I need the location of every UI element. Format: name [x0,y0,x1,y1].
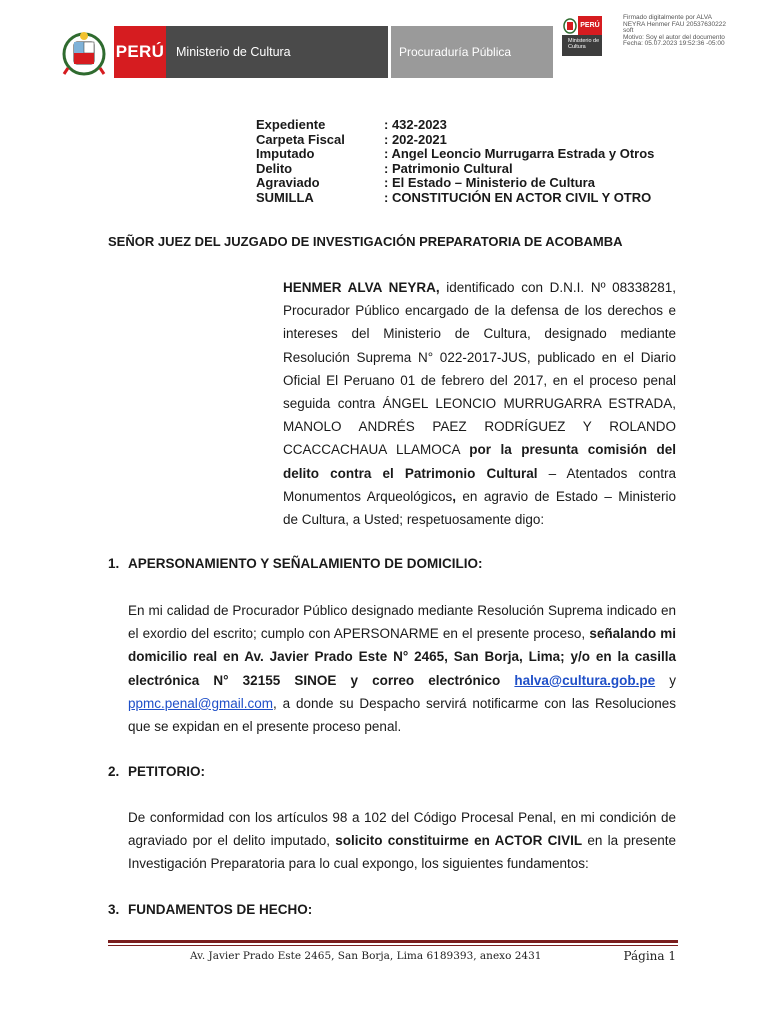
para-text: en la presente Investigación Preparatoria para lo cual expongo, los siguientes fundamentos: [128,833,677,872]
stamp-ministry: Ministerio de Cultura [562,35,602,56]
section-number: 1. [108,556,120,571]
case-value: : El Estado – Ministerio de Cultura [384,175,595,191]
digital-signature-text [623,15,763,48]
case-label: Carpeta Fiscal [256,131,345,147]
petitioner-name: HENMER ALVA NEYRA, [283,280,440,295]
intro-text: identificado con D.N.I. Nº 08338281, Procurador Público encargado de la defensa de los derechos e intereses del Ministerio de Cultura, designado mediante Resolución Suprema N° 022-2017-JUS, publicado en el Diario Oficial El Peruano 01 de febrero del 2017, en el proceso penal seguida contra ÁNGEL LEONCIO MURRUGARRA ESTRADA, MANOLO ANDRÉS PAEZ RODRÍGUEZ Y ROLANDO CCACCACHAUA LLAMOCA [283,280,676,458]
page-number: Página 1 [623,949,676,963]
signature-line: Fecha: 05.07.2023 19:52:36 -05:00 [623,40,725,48]
signature-stamp-logo [562,16,602,56]
para-text: En mi calidad de Procurador Público designado mediante Resolución Suprema indicado en el exordio del escrito; cumplo con APERSONARME en el presente proceso, [128,603,676,642]
email-link-gmail[interactable]: ppmc.penal@gmail.com [128,695,274,711]
intro-text: – Atentados contra Monumentos Arqueológicos [283,465,676,504]
case-row [256,118,654,133]
case-label: Imputado [256,146,315,162]
header-logo-bar [60,26,553,78]
section-number: 2. [108,764,120,779]
section-number: 3. [108,902,120,917]
case-row [256,147,654,162]
stamp-crest-icon [562,16,578,35]
intro-bold-text: , [452,488,457,504]
case-row [256,162,654,177]
signature-line: Firmado digitalmente por ALVA [623,14,712,21]
case-row [256,133,654,148]
peru-brand: PERÚ [114,26,166,78]
section-title: PETITORIO: [128,764,206,779]
case-value: : Patrimonio Cultural [384,160,513,176]
para-bold-text: señalando mi domicilio real en Av. Javier Prado Este N° 2465, San Borja, Lima; y/o en la casilla electrónica N° 32155 SINOE y correo electrónico [128,626,676,688]
email-link-cultura[interactable]: halva@cultura.gob.pe [514,672,656,688]
section-title: APERSONAMIENTO Y SEÑALAMIENTO DE DOMICILIO: [128,556,483,571]
intro-text: en agravio de Estado – Ministerio de Cultura, a Usted; respetuosamente digo: [283,488,676,528]
paragraph-apersonamiento [128,599,676,738]
case-info-block [256,118,654,206]
intro-bold-text: por la presunta comisión del delito contra el Patrimonio Cultural [283,442,676,481]
signature-line: Motivo: Soy el autor del documento [623,33,725,41]
case-value: : 432-2023 [384,117,447,132]
section-title: FUNDAMENTOS DE HECHO: [128,902,313,917]
paragraph-petitorio [128,806,676,876]
para-text: , a donde su Despacho servirá notificarme con las Resoluciones que se expidan en el presente proceso penal. [128,695,676,735]
para-text: y [655,672,676,688]
case-label: Delito [256,160,293,176]
case-label: Agraviado [256,175,320,191]
stamp-peru: PERÚ [578,16,602,35]
case-label: Expediente [256,117,326,132]
case-value: : Angel Leoncio Murrugarra Estrada y Otros [384,146,655,162]
case-label: SUMILLA [256,189,314,205]
case-row [256,191,654,206]
case-value: : CONSTITUCIÓN EN ACTOR CIVIL Y OTRO [384,189,652,205]
footer-rule [108,940,678,943]
coat-of-arms-icon [60,26,108,78]
document-title: SEÑOR JUEZ DEL JUZGADO DE INVESTIGACIÓN PREPARATORIA DE ACOBAMBA [108,234,623,249]
signature-line: soft [623,27,634,35]
case-value: : 202-2021 [384,131,447,147]
para-text: De conformidad con los artículos 98 a 102 del Código Procesal Penal, en mi condición de agraviado por el delito imputado, [128,810,676,849]
signature-line: NEYRA Henmer FAU 20537630222 [623,20,726,28]
case-row [256,176,654,191]
section-heading-3 [108,902,312,917]
section-heading-1 [108,556,483,571]
office-label: Procuraduría Pública [391,26,553,78]
footer-address: Av. Javier Prado Este 2465, San Borja, Lima 6189393, anexo 2431 [190,950,542,962]
intro-paragraph [283,276,676,531]
footer-rule-thin [108,945,678,946]
ministry-label: Ministerio de Cultura [166,26,388,78]
section-heading-2 [108,764,205,779]
para-bold-text: solicito constituirme en ACTOR CIVIL [335,833,583,849]
